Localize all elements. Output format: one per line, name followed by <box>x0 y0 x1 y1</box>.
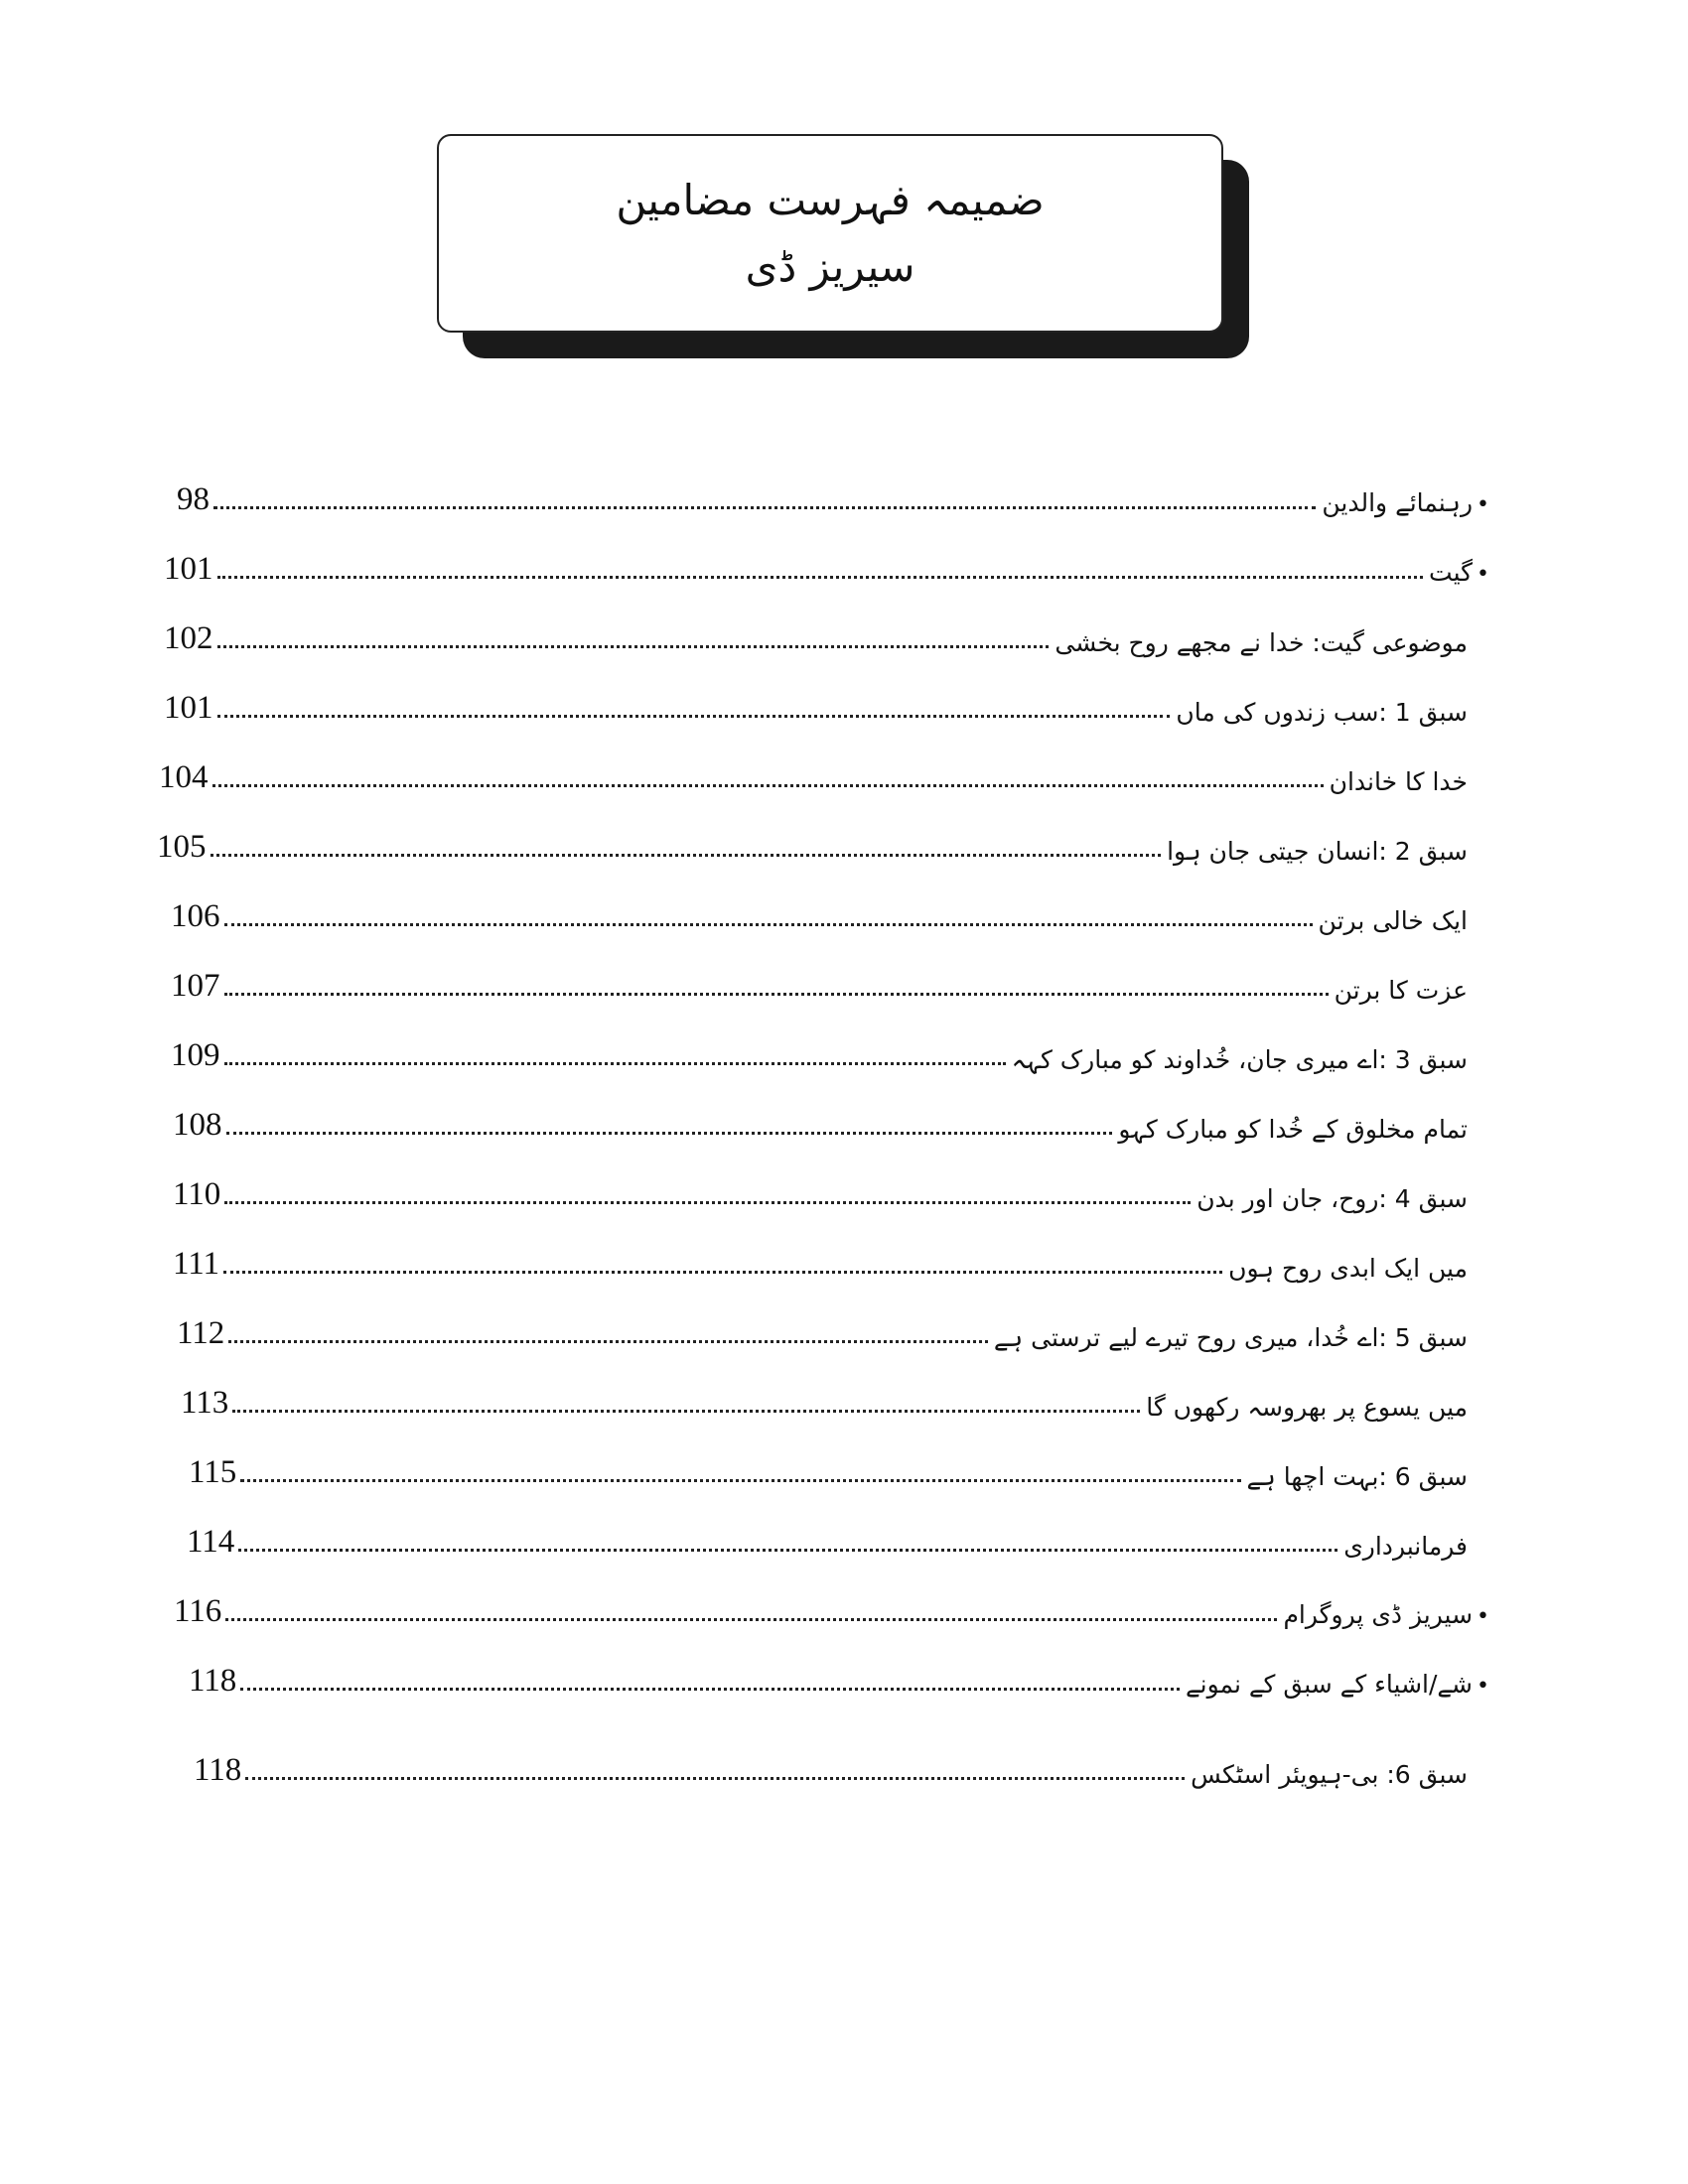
toc-entry-text: میں ایک ابدی روح ہوں <box>1228 1254 1468 1283</box>
toc-entry-label <box>1167 839 1468 864</box>
toc-entry-text: تمام مخلوق کے خُدا کو مبارک کہو <box>1118 1115 1468 1144</box>
toc-page-number: 112 <box>177 1315 225 1351</box>
toc-dot-leader <box>224 1061 1006 1065</box>
toc-entry <box>181 1370 1468 1420</box>
toc-entry-label <box>1322 490 1489 516</box>
toc-dot-leader <box>217 644 1050 648</box>
toc-dot-leader <box>245 1776 1185 1780</box>
toc-entry-label <box>1118 1117 1468 1142</box>
toc-entry-label <box>1012 1047 1468 1072</box>
toc-page-number: 109 <box>171 1037 220 1073</box>
toc-entry-text: سبق 1 :سب زندوں کی ماں <box>1176 698 1468 727</box>
toc-entry <box>187 1509 1468 1559</box>
toc-page-number: 116 <box>174 1593 222 1629</box>
toc-page-number: 115 <box>189 1454 237 1490</box>
toc-entry <box>177 467 1489 516</box>
toc-entry-label <box>1283 1602 1489 1628</box>
toc-entry-label <box>1186 1672 1489 1698</box>
toc-entry-text: سبق 5 :اے خُدا، میری روح تیرے لیے ترستی ہے <box>993 1323 1468 1352</box>
bullet-icon: • <box>1477 492 1489 517</box>
toc-page-number: 102 <box>164 620 213 656</box>
page-subtitle: سیریز ڈی <box>745 242 915 291</box>
toc-dot-leader <box>212 783 1324 787</box>
toc-entry <box>171 884 1468 933</box>
toc-dot-leader <box>224 992 1329 996</box>
toc-entry <box>171 1023 1468 1072</box>
toc-entry <box>164 536 1489 586</box>
bullet-icon: • <box>1477 1604 1489 1629</box>
toc-entry-label <box>1191 1762 1468 1787</box>
toc-entry <box>173 1231 1468 1281</box>
toc-entry <box>173 1092 1468 1142</box>
toc-entry-label <box>1319 908 1468 933</box>
toc-entry <box>164 675 1468 725</box>
toc-page-number: 101 <box>164 690 213 726</box>
toc-entry-label <box>1330 769 1468 794</box>
toc-dot-leader <box>232 1409 1140 1413</box>
toc-entry-label <box>994 1325 1468 1350</box>
toc-dot-leader <box>238 1548 1337 1552</box>
toc-entry <box>189 1648 1489 1698</box>
toc-dot-leader <box>211 853 1162 857</box>
toc-entry <box>173 1161 1468 1211</box>
toc-entry-label <box>1335 978 1468 1003</box>
toc-page-number: 108 <box>173 1107 222 1143</box>
toc-entry-label <box>1429 560 1489 586</box>
toc-entry-label <box>1146 1395 1468 1420</box>
bullet-icon: • <box>1477 562 1489 587</box>
toc-page-number: 105 <box>157 829 207 865</box>
toc-dot-leader <box>226 1131 1113 1135</box>
toc-entry-text: سیریز ڈی پروگرام <box>1283 1600 1474 1629</box>
toc-entry-text: شے/اشیاء کے سبق کے نمونے <box>1186 1670 1474 1699</box>
toc-entry-text: سبق 6: بی-ہیویئر اسٹکس <box>1191 1760 1468 1789</box>
toc-entry-text: ایک خالی برتن <box>1318 906 1468 935</box>
toc-dot-leader <box>224 1200 1191 1204</box>
toc-page-number: 118 <box>189 1663 237 1699</box>
toc-entry-text: سبق 2 :انسان جیتی جان ہوا <box>1167 837 1468 866</box>
toc-page-number: 107 <box>171 968 220 1004</box>
toc-page-number: 110 <box>173 1176 221 1212</box>
toc-page-number: 106 <box>171 898 220 934</box>
toc-dot-leader <box>225 1617 1277 1621</box>
toc-dot-leader <box>217 714 1171 718</box>
toc-entry <box>194 1737 1468 1787</box>
toc-dot-leader <box>240 1687 1180 1691</box>
toc-entry-label <box>1343 1534 1468 1559</box>
toc-entry-text: میں یسوع پر بھروسہ رکھوں گا <box>1146 1393 1468 1422</box>
toc-entry-text: سبق 3 :اے میری جان، خُداوند کو مبارک کہہ <box>1011 1045 1468 1074</box>
toc-entry <box>174 1578 1489 1628</box>
toc-dot-leader <box>217 575 1424 579</box>
toc-entry-text: عزت کا برتن <box>1334 976 1468 1005</box>
toc-page-number: 111 <box>173 1246 220 1282</box>
toc-entry-label <box>1247 1464 1468 1489</box>
toc-entry <box>177 1300 1468 1350</box>
toc-entry <box>157 814 1468 864</box>
toc-dot-leader <box>224 922 1313 926</box>
toc-entry-text: موضوعی گیت: خدا نے مجھے روح بخشی <box>1055 628 1468 657</box>
toc-page-number: 104 <box>159 759 209 795</box>
toc-entry-text: سبق 6 :بہت اچھا ہے <box>1246 1462 1468 1491</box>
toc-page-number: 98 <box>177 481 210 517</box>
toc-dot-leader <box>240 1478 1240 1482</box>
toc-entry <box>164 606 1468 655</box>
toc-page-number: 101 <box>164 551 213 587</box>
toc-entry-text: خدا کا خاندان <box>1329 767 1468 796</box>
toc-dot-leader <box>223 1270 1222 1274</box>
title-box-frame <box>437 134 1223 333</box>
toc-dot-leader <box>228 1339 988 1343</box>
toc-entry-text: گیت <box>1429 558 1474 587</box>
title-box <box>437 134 1251 362</box>
toc-page-number: 114 <box>187 1524 235 1560</box>
toc-dot-leader <box>213 505 1316 509</box>
toc-entry-label <box>1055 630 1468 655</box>
toc-entry <box>159 745 1468 794</box>
toc-page-number: 118 <box>194 1752 242 1788</box>
toc-entry-label <box>1196 1186 1468 1211</box>
toc-entry <box>171 953 1468 1003</box>
bullet-icon: • <box>1477 1674 1489 1699</box>
toc-entry <box>189 1439 1468 1489</box>
toc-entry-text: سبق 4 :روح، جان اور بدن <box>1196 1184 1468 1213</box>
toc-entry-label <box>1176 700 1468 725</box>
toc-entry-label <box>1228 1256 1468 1281</box>
toc-entry-text: فرمانبرداری <box>1343 1532 1468 1561</box>
toc-page-number: 113 <box>181 1385 229 1421</box>
toc-entry-text: رہنمائے والدین <box>1322 488 1474 517</box>
page-title: ضمیمہ فہرست مضامین <box>616 175 1045 224</box>
